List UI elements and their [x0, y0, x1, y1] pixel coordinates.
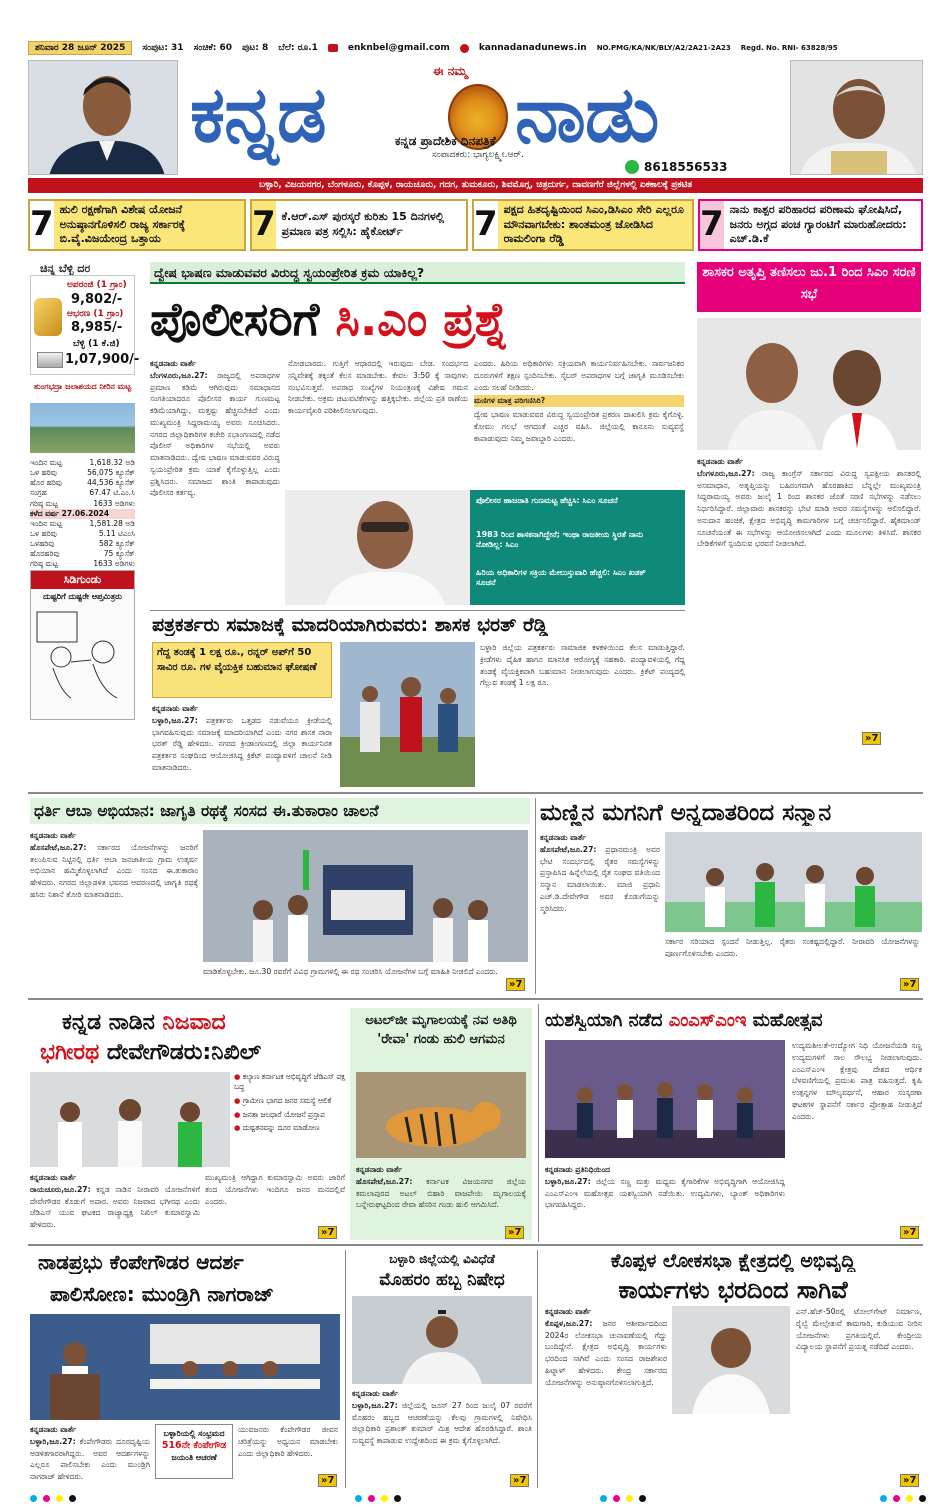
nikhil-headline-1[interactable]	[62, 1010, 352, 1035]
kempegowda-headline-1[interactable]: ನಾಡಪ್ರಭು ಕೆಂಪೇಗೌಡರ ಆದರ್ಶ	[38, 1250, 244, 1274]
koppal-body-2: ಎನ್.ಹೆಚ್-50ರಲ್ಲಿ ಟೋಲ್‌ಗೇಟ್ ನಿರ್ಮಾಣ, ರೈಲ್ವೆ ಮೇಲ್ಸೇತುವೆ ಕಾಮಗಾರಿ, ಕುಡಿಯುವ ನೀರಿನ ಯೋಜನೆಗಳು ಪ್ರಗತಿಯಲ್ಲಿವೆ. ಕೇಂದ್ರೀಯ ವಿದ್ಯಾಲಯ ಸ್ಥಾಪನೆಗೆ ಪ್ರಯತ್ನ ನಡೆದಿದೆ ಎಂದರು.	[796, 1307, 922, 1352]
globe-icon	[460, 44, 469, 53]
moharam-text: ಜಿಲ್ಲೆಯಲ್ಲಿ ಜೂನ್ 27 ರಿಂದ ಜುಲೈ 07 ರವರೆಗೆ ಮೊಹರಂ ಹಬ್ಬದ ಆಚರಣೆಯನ್ನು ಕೆಲವು ಗ್ರಾಮಗಳಲ್ಲಿ ನಿಷೇಧಿಸಿ ಜಿಲ್ಲಾಧಿಕಾರಿ ಪ್ರಶಾಂತ್ ಕುಮಾರ್ ಮಿಶ್ರ ಆದೇಶ ಹೊರಡಿಸಿದ್ದಾರೆ. ಶಾಂತಿ ಸುವ್ಯವಸ್ಥೆ ಕಾಪಾಡುವ ಉದ್ದೇಶದಿಂದ ಈ ಕ್ರಮ ಕೈಗೊಳ್ಳಲಾಗಿದೆ.	[352, 1400, 532, 1446]
postal-registration: NO.PMG/KA/NK/BLY/A2/2A21-2A23	[596, 44, 731, 52]
moharam-headline-text: ಮೊಹರಂ ಹಬ್ಬ ನಿಷೇಧ	[379, 1270, 505, 1290]
dam-row: ಒಳ ಹರಿವು 56,075 ಕ್ಯೂಸೆಕ್	[30, 468, 135, 478]
bharat-body-2: ಬಳ್ಳಾರಿ ಜಿಲ್ಲೆಯ ಪತ್ರಕರ್ತರು ಸಾಮಾಜಿಕ ಕಳಕಳಿಯಿಂದ ಕೆಲಸ ಮಾಡುತ್ತಿದ್ದಾರೆ. ಕ್ರೀಡೆಗಳು ದೈಹಿಕ ಹಾಗೂ ಮಾನಸಿಕ ಆರೋಗ್ಯಕ್ಕೆ ಸಹಕಾರಿ. ಪಂದ್ಯಾವಳಿಯಲ್ಲಿ ಗೆದ್ದ ತಂಡಕ್ಕೆ ವೈಯಕ್ತಿಕವಾಗಿ ಬಹುಮಾನ ನೀಡಲಾಗುವುದು ಎಂದರು. ಕ್ರಿಕೆಟ್ ಪಂದ್ಯದಲ್ಲಿ ಗೆಲ್ಲುವ ತಂಡಕ್ಕೆ 1 ಲಕ್ಷ ರೂ.	[480, 643, 685, 688]
teaser-1[interactable]	[28, 199, 246, 251]
pretitle: ಈ ನಮ್ಮ	[433, 64, 468, 78]
gold-icon	[34, 298, 62, 336]
lead-byline: ಕನ್ನಡನಾಡು ವಾರ್ತೆ	[150, 359, 197, 368]
koppal-headline-1[interactable]: ಕೊಪ್ಪಳ ಲೋಕಸಭಾ ಕ್ಷೇತ್ರದಲ್ಲಿ ಅಭಿವೃದ್ಧಿ	[610, 1250, 856, 1272]
volume: ಸಂಪುಟ: 31	[142, 43, 184, 53]
nikhil-headline-red: ನಿಜವಾದ	[162, 1010, 226, 1035]
lead-body-3: ಎಂದರು. ಹಿರಿಯ ಅಧಿಕಾರಿಗಳು ಸಕ್ರಿಯವಾಗಿ ಕಾರ್ಯನಿರ್ವಹಿಸಬೇಕು. ಸಾರ್ವಜನಿಕರ ದೂರುಗಳಿಗೆ ತಕ್ಷಣ ಸ್ಪಂದಿಸಬೇಕು. ಸೈಬರ್ ಅಪರಾಧಗಳ ಬಗ್ಗೆ ಜಾಗೃತಿ ಮೂಡಿಸಬೇಕು ಎಂದು ಸಲಹೆ ನೀಡಿದರು.	[474, 359, 684, 392]
silver-icon	[37, 352, 63, 368]
dharti-photo	[203, 830, 528, 962]
phone-number: 8618556533	[644, 160, 728, 174]
nikhil-photo	[30, 1072, 230, 1167]
lead-body-2: ನೋಡಬಾರದು. ಗುತ್ತಿಗೆ ಆಧಾರದಲ್ಲಿ ಇರುವುದು ಬೇಡ. ಸಂದರ್ಭದ ಸನ್ನಿವೇಶಕ್ಕೆ ತಕ್ಕಂತೆ ಕೆಲಸ ಮಾಡಬೇಕು. ಕೇವಲ 3:50 ಕ್ಕೆ ಸಾವುಗಳು ಸಂಭವಿಸುತ್ತವೆ. ಅಪರಾಧ ಸಂಖ್ಯೆಗಳ ನಿಯಂತ್ರಣಕ್ಕೆ ವಿಶೇಷ ಗಮನ ನೀಡಬೇಕು. ಅಕ್ರಮ ಚಟುವಟಿಕೆಗಳನ್ನು ಹತ್ತಿಕ್ಕಬೇಕು. ಜಿಲ್ಲೆಯ ಪ್ರತಿ ಠಾಣೆಯ ಕಾರ್ಯವೈಖರಿ ಪರಿಶೀಲಿಸಲಾಗುವುದು.	[288, 359, 468, 416]
cm-quote-3: ಹಿರಿಯ ಅಧಿಕಾರಿಗಳ ಸಕ್ರಿಯ ಮೇಲುಸ್ತುವಾರಿ ಹೆಚ್ಚಲಿ: ಸಿಎಂ ಖಡಕ್ ಸೂಚನೆ	[476, 568, 646, 588]
dam-photo	[30, 403, 135, 453]
lead-col-2	[288, 358, 468, 486]
koppal-body	[545, 1306, 667, 1486]
dam-row: ಗರಿಷ್ಠ ಮಟ್ಟ 1633 ಅಡಿಗಳು	[30, 498, 135, 508]
teaser-text: ಪಕ್ಷದ ಹಿತದೃಷ್ಟಿಯಿಂದ ಸಿಎಂ,ಡಿಸಿಎಂ ಸೇರಿ ಎಲ್ಲರೂ ಮೌನವಾಗಬೇಕು: ಶಾಂತಮಂತ್ರ ಜೋಡಿಸಿದ ರಾಮಲಿಂಗಾ ರೆಡ್ಡಿ	[503, 202, 684, 246]
continued-page-7-badge[interactable]: »7	[318, 1226, 337, 1239]
sanmana-body	[540, 832, 660, 992]
nikhil-headline-text: ದೇವೇಗೌಡರು:ನಿಖಿಲ್	[106, 1040, 262, 1065]
moharam-dateline: ಬಳ್ಳಾರಿ,ಜೂ.27:	[352, 1400, 398, 1410]
dharti-dateline: ಹೊಸಪೇಟೆ,ಜೂ.27:	[30, 842, 87, 852]
koppal-headline-2[interactable]: ಕಾರ್ಯಗಳು ಭರದಿಂದ ಸಾಗಿವೆ	[618, 1276, 848, 1304]
dam-row: ಇಂದಿನ ಮಟ್ಟ 1,618.32 ಅಡಿ	[30, 458, 135, 467]
kempegowda-text: ಕೆಂಪೇಗೌಡರು ದೂರದೃಷ್ಟಿಯ ಆಡಳಿತಗಾರರಾಗಿದ್ದರು. ಅವರ ಆದರ್ಶಗಳನ್ನು ಎಲ್ಲರೂ ಪಾಲಿಸಬೇಕು ಎಂದು ಮುಂಡ್ರಿಗಿ ನಾಗರಾಜ್ ಹೇಳಿದರು.	[30, 1436, 150, 1482]
koppal-mp-photo	[672, 1306, 790, 1414]
teaser-4[interactable]	[698, 199, 923, 251]
nikhil-headline-2[interactable]	[40, 1040, 350, 1065]
dam-row: ಒಳಹರಿವು 582 ಕ್ಯೂಸೆಕ್	[30, 539, 135, 548]
registration-dots-right	[880, 1495, 926, 1502]
msme-text: ಜಿಲ್ಲೆಯ ಸಣ್ಣ ಮತ್ತು ಮಧ್ಯಮ ಕೈಗಾರಿಕೆಗಳ ಅಭಿವೃದ್ಧಿಗಾಗಿ ಆಯೋಜಿಸಿದ್ದ ಎಂಎಸ್ಎಂಇ ಮಹೋತ್ಸವ ಯಶಸ್ವಿಯಾಗಿ ನಡೆಯಿತು. ಉದ್ಯಮಿಗಳು, ಬ್ಯಾಂಕ್ ಅಧಿಕಾರಿಗಳು ಭಾಗವಹಿಸಿದ್ದರು.	[545, 1176, 785, 1210]
sanmana-headline[interactable]: ಮಣ್ಣಿನ ಮಗನಿಗೆ ಅನ್ನದಾತರಿಂದ ಸನ್ಮಾನ	[540, 800, 832, 826]
silver-value: 1,07,900/-	[65, 352, 140, 367]
lead-dateline: ಬೆಂಗಳೂರು,ಜೂ.27:	[150, 370, 208, 380]
right-top-byline: ಕನ್ನಡನಾಡು ವಾರ್ತೆ	[697, 457, 744, 466]
msme-headline-text: ಯಶಸ್ವಿಯಾಗಿ ನಡೆದ	[545, 1010, 663, 1031]
continued-page-7-badge[interactable]: »7	[505, 1226, 524, 1239]
koppal-byline: ಕನ್ನಡನಾಡು ವಾರ್ತೆ	[545, 1307, 592, 1316]
price: ಬೆಲೆ: ರೂ.1	[278, 43, 318, 53]
kempegowda-byline: ಕನ್ನಡನಾಡು ವಾರ್ತೆ	[30, 1425, 77, 1434]
right-top-body	[697, 456, 921, 746]
msme-photo	[545, 1040, 785, 1158]
kempegowda-headline-2[interactable]: ಪಾಲಿಸೋಣ: ಮುಂಡ್ರಿಗಿ ನಾಗರಾಜ್	[50, 1282, 274, 1306]
tiger-byline: ಕನ್ನಡನಾಡು ವಾರ್ತೆ	[356, 1165, 403, 1174]
continued-page-7-badge[interactable]: »7	[900, 978, 919, 991]
registration-dots-center-right	[600, 1495, 646, 1502]
msme-dateline: ಬಳ್ಳಾರಿ,ಜೂ.27:	[545, 1176, 591, 1186]
moharam-photo	[352, 1296, 532, 1384]
whatsapp-icon	[625, 160, 639, 174]
teaser-3[interactable]	[472, 199, 694, 251]
dam-row: ಇಂದಿನ ಮಟ್ಟ 1,581.28 ಅಡಿ	[30, 518, 135, 528]
politician-photo-left	[28, 60, 178, 175]
dam-row: ಹೊರ ಹರಿವು 44,536 ಕ್ಯೂಸೆಕ್	[30, 478, 135, 488]
tiger-dateline: ಹೊಸಪೇಟೆ,ಜೂ.27:	[356, 1176, 413, 1186]
sanmana-body-2: ಸರ್ಕಾರ ಸರಿಯಾದ ಸ್ಪಂದನೆ ನೀಡುತ್ತಿಲ್ಲ. ರೈತರು ಸಂಕಷ್ಟದಲ್ಲಿದ್ದಾರೆ. ನೀರಾವರಿ ಯೋಜನೆಗಳನ್ನು ಪೂರ್ಣಗೊಳಿಸಬೇಕು ಎಂದರು.	[665, 937, 920, 958]
email[interactable]: enknbel@gmail.com	[347, 43, 450, 53]
bullet-item: ● ದುಷ್ಟತನವನ್ನು ದೂರ ಮಾಡೋಣ	[234, 1123, 320, 1133]
lead-body-3b: ದ್ವೇಷ ಭಾಷಣ ಮಾಡುವವರ ವಿರುದ್ಧ ಸ್ವಯಂಪ್ರೇರಿತ ಪ್ರಕರಣ ದಾಖಲಿಸಿ ಕ್ರಮ ಕೈಗೊಳ್ಳಿ. ಕೋಮು ಗಲಭೆ ಆಗದಂತೆ ಎಚ್ಚರ ವಹಿಸಿ. ಜಿಲ್ಲೆಯಲ್ಲಿ ಕಾನೂನು ಸುವ್ಯವಸ್ಥೆ ಕಾಪಾಡುವುದು ನಿಮ್ಮ ಜವಾಬ್ದಾರಿ ಎಂದರು.	[474, 410, 684, 443]
koppal-text: ಜನರ ಆಶೀರ್ವಾದದಿಂದ 2024ರ ಲೋಕಸಭಾ ಚುನಾವಣೆಯಲ್ಲಿ ಗೆದ್ದು ಬಂದಿದ್ದೇನೆ. ಕ್ಷೇತ್ರದ ಅಭಿವೃದ್ಧಿ ಕಾರ್ಯಗಳು ಭರದಿಂದ ಸಾಗಿವೆ ಎಂದು ಸಂಸದ ರಾಜಶೇಖರ ಹಿಟ್ನಾಳ್ ಹೇಳಿದರು. ಕೇಂದ್ರ ಸರ್ಕಾರದ ಯೋಜನೆಗಳನ್ನು ಅನುಷ್ಠಾನಗೊಳಿಸಲಾಗುತ್ತಿದೆ.	[545, 1318, 667, 1387]
gold22-value: 8,985/-	[71, 320, 123, 335]
gold-silver-box	[30, 275, 140, 375]
badge-line-3: ಜಯಂತಿ ಆಚರಣೆ	[171, 1453, 217, 1463]
rni-number: Regd. No. RNI- 63828/95	[740, 44, 838, 52]
nikhil-headline-text: ಕನ್ನಡ ನಾಡಿನ	[62, 1010, 155, 1035]
bharat-byline: ಕನ್ನಡನಾಡು ವಾರ್ತೆ	[152, 704, 199, 713]
msme-headline[interactable]	[545, 1010, 921, 1031]
cm-photo	[285, 490, 470, 605]
dharti-headline[interactable]: ಧರ್ತಿ ಆಬಾ ಅಭಿಯಾನ: ಜಾಗೃತಿ ರಥಕ್ಕೆ ಸಂಸದ ಈ.ತುಕಾರಾಂ ಚಾಲನೆ	[30, 798, 530, 824]
gold-silver-title: ಚಿನ್ನ ಬೆಳ್ಳಿ ದರ	[40, 262, 91, 275]
teaser-text: ಹುಲಿ ರಕ್ಷಣೆಗಾಗಿ ವಿಶೇಷ ಯೋಜನೆ ಅನುಷ್ಠಾನಗೊಳಿಸಲಿ ರಾಜ್ಯ ಸರ್ಕಾರಕ್ಕೆ ಬಿ.ವೈ.ವಿಜಯೇಂದ್ರ ಒತ್ತಾಯ	[59, 202, 186, 246]
msme-body	[545, 1164, 785, 1240]
koppal-dateline: ಕೊಪ್ಪಳ,ಜೂ.27:	[545, 1318, 593, 1328]
continued-page-7-badge[interactable]: »7	[900, 1226, 919, 1239]
msme-headline-red: ಎಂಎಸ್ಎಂಇ	[668, 1010, 747, 1031]
dam-row: ಒಳ ಹರಿವು 5.11 ಟಿಎಂಸಿ	[30, 528, 135, 538]
bharat-headline[interactable]: ಪತ್ರಕರ್ತರು ಸಮಾಜಕ್ಕೆ ಮಾದರಿಯಾಗಿರುವರು: ಶಾಸಕ ಭರತ್ ರೆಡ್ಡಿ	[152, 614, 548, 636]
nikhil-bullets	[234, 1072, 346, 1172]
teaser-text: ನಾನು ಕಾಶ್ಪರ ಪರಿಹಾರದ ಪರಿಣಾಮ ಘೋಷಿಸಿದೆ, ಜನರು ಅಗ್ಗದ ಪಂಚ ಗ್ಯಾರಂಟಿಗೆ ಮಾರುಹೋದರು: ಎಚ್.ಡಿ.ಕೆ	[729, 202, 907, 246]
dharti-body	[30, 830, 198, 990]
kempegowda-body-2: ಯುವಜನರು ಕೆಂಪೇಗೌಡರ ಜೀವನ ಚರಿತ್ರೆಯನ್ನು ಅಧ್ಯಯನ ಮಾಡಬೇಕು ಎಂದು ಜಿಲ್ಲಾಧಿಕಾರಿ ಹೇಳಿದರು.	[238, 1425, 338, 1458]
dam-last-year-label: ಕಳೆದ ವರ್ಷ 27.06.2024	[30, 509, 135, 519]
dam-stats	[30, 458, 135, 569]
right-top-text: ರಾಜ್ಯ ಕಾಂಗ್ರೆಸ್ ಸರ್ಕಾರದ ವಿರುದ್ಧ ಸ್ವಪಕ್ಷೀಯ ಶಾಸಕರಲ್ಲಿ ಅಸಮಾಧಾನ, ಅತೃಪ್ತಿಯನ್ನು ಬಹಿರಂಗವಾಗಿ ಹೊರಹಾಕಿದ ಬೆನ್ನಲ್ಲೇ ಮುಖ್ಯಮಂತ್ರಿ ಸಿದ್ದರಾಮಯ್ಯ ಅವರು ಜುಲೈ 1 ರಿಂದ ಶಾಸಕರ ಜೊತೆ ಸರಣಿ ಸಭೆಗಳನ್ನು ನಡೆಸಲು ನಿರ್ಧರಿಸಿದ್ದಾರೆ. ಜಿಲ್ಲಾವಾರು ಶಾಸಕರನ್ನು ಭೇಟಿ ಮಾಡಿ ಅವರ ಸಮಸ್ಯೆಗಳನ್ನು ಆಲಿಸಲಿದ್ದಾರೆ. ಅನುದಾನ ಹಂಚಿಕೆ, ಕ್ಷೇತ್ರದ ಅಭಿವೃದ್ಧಿ ಕಾಮಗಾರಿಗಳ ಬಗ್ಗೆ ಚರ್ಚಿಸಲಿದ್ದಾರೆ. ಹೈಕಮಾಂಡ್ ಸೂಚನೆಯಂತೆ ಈ ಸಭೆಗಳನ್ನು ಆಯೋಜಿಸಲಾಗಿದೆ ಎಂದು ಮೂಲಗಳು ತಿಳಿಸಿವೆ. ಶಾಸಕರ ಬೇಡಿಕೆಗಳಿಗೆ ಸ್ಪಂದಿಸುವ ಭರವಸೆ ನೀಡಲಾಗಿದೆ.	[697, 468, 921, 549]
nikhil-body-2: ಮುಖ್ಯಮಂತ್ರಿ ಆಗಿದ್ದಾಗ ಕುಮಾರಸ್ವಾಮಿ ಅವರು ಜಾರಿಗೆ ತಂದ ಯೋಜನೆಗಳು ಇಂದಿಗೂ ಜನರ ಮನದಲ್ಲಿವೆ ಎಂದರು.	[205, 1173, 345, 1206]
lead-headline-red: ಸಿ.ಎಂ ಪ್ರಶ್ನೆ	[335, 292, 508, 346]
editor-name: ಸಂಪಾದಕರು: ಭಾಗ್ಯಲಕ್ಷ್ಮೀ.ಆರ್.	[432, 150, 524, 160]
teaser-text: ಕೆ.ಆರ್.ಎಸ್ ಪುರಸ್ಕರೆ ಕುರಿತು 15 ದಿನಗಳಲ್ಲಿ ಪ್ರಮಾಣ ಪತ್ರ ಸಲ್ಲಿಸಿ: ಹೈಕೋರ್ಟ್	[281, 210, 445, 238]
silver-label: ಬೆಳ್ಳಿ (1 ಕೆ.ಜಿ)	[73, 339, 120, 349]
moharam-byline: ಕನ್ನಡನಾಡು ವಾರ್ತೆ	[352, 1389, 399, 1398]
sanmana-photo	[665, 832, 922, 932]
districts-bar: ಬಳ್ಳಾರಿ, ವಿಜಯನಗರ, ಬೆಂಗಳೂರು, ಕೊಪ್ಪಳ, ರಾಯಚೂರು, ಗದಗ, ತುಮಕೂರು, ಶಿವಮೊಗ್ಗ, ಚಿತ್ರದುರ್ಗ, ದಾವಣಗೆರೆ ಜಿಲ್ಲೆಗಳಲ್ಲಿ ಏಕಕಾಲಕ್ಕೆ ಪ್ರಕಟಿತ	[28, 178, 923, 193]
dharti-body-2: ಮಾಡಿಕೊಳ್ಳಬೇಕು. ಜೂ.30 ರವರೆಗೆ ವಿವಿಧ ಗ್ರಾಮಗಳಲ್ಲಿ ಈ ರಥ ಸಂಚರಿಸಿ ಯೋಜನೆಗಳ ಬಗ್ಗೆ ಮಾಹಿತಿ ನೀಡಲಿದೆ ಎಂದರು.	[203, 967, 498, 976]
cartoon-caption: ದುಷ್ಟರಿಗೆ ದುಷ್ಟರೇ ಆಪ್ತಮಿತ್ರರು	[43, 592, 122, 601]
tiger-body	[356, 1164, 526, 1236]
badge-line-2: 516ನೇ ಕೆಂಪೇಗೌಡ	[161, 1440, 227, 1452]
sanmana-byline: ಕನ್ನಡನಾಡು ವಾರ್ತೆ	[540, 833, 587, 842]
teaser-page-number: 7	[700, 201, 724, 249]
politician-photo-right	[790, 60, 923, 175]
continued-page-7-badge[interactable]: »7	[900, 1474, 919, 1487]
nikhil-body	[30, 1172, 200, 1240]
bharat-text: ಪತ್ರಕರ್ತರು ಒತ್ತಡದ ನಡುವೆಯೂ ಕ್ರೀಡೆಯಲ್ಲಿ ಭಾಗವಹಿಸುವುದು ಸಮಾಜಕ್ಕೆ ಮಾದರಿಯಾಗಿದೆ ಎಂದು ನಗರ ಶಾಸಕ ನಾರಾ ಭರತ್ ರೆಡ್ಡಿ ಹೇಳಿದರು. ನಗರದ ಕ್ರೀಡಾಂಗಣದಲ್ಲಿ ಜಿಲ್ಲಾ ಕಾರ್ಯನಿರತ ಪತ್ರಕರ್ತರ ಸಂಘದಿಂದ ಆಯೋಜಿಸಿದ್ದ ಕ್ರಿಕೆಟ್ ಪಂದ್ಯಾವಳಿಗೆ ಚಾಲನೆ ನೀಡಿ ಮಾತನಾಡಿದರು.	[152, 715, 332, 772]
nikhil-headline-red: ಭಗೀರಥ	[40, 1040, 100, 1065]
kempegowda-badge	[155, 1424, 233, 1479]
cricket-event-photo	[340, 642, 475, 787]
badge-line-1: ಬಳ್ಳಾರಿಯಲ್ಲಿ ಸಂಭ್ರಮದ	[163, 1429, 225, 1438]
lead-subhead: ಮಣಿಗಳ ಮಾತ್ರ ಪರಿಗಣಿಸಿರಿ?	[474, 395, 684, 407]
nikhil-byline: ಕನ್ನಡನಾಡು ವಾರ್ತೆ	[30, 1173, 77, 1182]
teaser-page-number: 7	[474, 201, 498, 249]
msme-headline-text: ಮಹೋತ್ಸವ	[752, 1010, 823, 1031]
cm-quote-1: ಪೊಲೀಸರ ಹಾಜರಾತಿ ಗುಣಮಟ್ಟ ಹೆಚ್ಚಿಸಿ: ಸಿಎಂ ಸೂಚನೆ	[476, 496, 618, 505]
lead-col-1	[150, 358, 280, 608]
dam-row: ಹೊರಹರಿವು 75 ಕ್ಯೂಸೆಕ್	[30, 549, 135, 559]
lead-body-1: ರಾಜ್ಯದಲ್ಲಿ ಅಪರಾಧಗಳ ಪ್ರಮಾಣ ಕಡಿಮೆ ಆಗಿರುವುದು ಸಮಾಧಾನದ ಸಂಗತಿಯಾದರೂ ಪೊಲೀಸರ ಕಾರ್ಯ ಗುಣಮಟ್ಟ ಕಡಿಮೆಯಾಗಿದ್ದು, ಮತ್ತಷ್ಟು ಹೆಚ್ಚಿಸಬೇಕಿದೆ ಎಂದು ಮುಖ್ಯಮಂತ್ರಿ ಸಿದ್ದರಾಮಯ್ಯ ಅವರು ಸೂಚಿಸಿದರು. ನಗರದ ಜಿಲ್ಲಾಧಿಕಾರಿಗಳ ಕಚೇರಿ ಸಭಾಂಗಣದಲ್ಲಿ ನಡೆದ ಪೊಲೀಸ್ ಅಧಿಕಾರಿಗಳ ಸಭೆಯಲ್ಲಿ ಅವರು ಮಾತನಾಡಿದರು. ದ್ವೇಷ ಭಾಷಣ ಮಾಡುವವರ ವಿರುದ್ಧ ಸ್ವಯಂಪ್ರೇರಿತ ಕ್ರಮ ಯಾಕೆ ಕೈಗೊಳ್ಳುತ್ತಿಲ್ಲ ಎಂದು ಪ್ರಶ್ನಿಸಿದರು. ಸಮಾಜದ ಶಾಂತಿ ಕಾಪಾಡುವುದು ಪೊಲೀಸರ ಕರ್ತವ್ಯ.	[150, 370, 280, 498]
tiger-photo	[356, 1072, 526, 1158]
bharat-body	[152, 703, 332, 788]
title-kannada: ಕನ್ನಡ	[190, 70, 326, 160]
nikhil-text: ಕನ್ನಡ ನಾಡಿನ ನೀರಾವರಿ ಯೋಜನೆಗಳಿಗೆ ದೇವೇಗೌಡರ ಕೊಡುಗೆ ಅಪಾರ. ಅವರು ನಿಜವಾದ ಭಗೀರಥ ಎಂದು ಜೆಡಿಎಸ್ ಯುವ ಘಟಕದ ರಾಜ್ಯಾಧ್ಯಕ್ಷ ನಿಖಿಲ್ ಕುಮಾರಸ್ವಾಮಿ ಹೇಳಿದರು.	[30, 1184, 200, 1230]
dharti-text: ಸರ್ಕಾರದ ಯೋಜನೆಗಳನ್ನು ಜನರಿಗೆ ತಲುಪಿಸುವ ನಿಟ್ಟಿನಲ್ಲಿ ಧರ್ತಿ ಆಬಾ ಜನಜಾತೀಯ ಗ್ರಾಮ ಉತ್ಕರ್ಷ ಅಭಿಯಾನ ಹಮ್ಮಿಕೊಳ್ಳಲಾಗಿದೆ ಎಂದು ಸಂಸದ ಈ.ತುಕಾರಾಂ ಹೇಳಿದರು. ನಗರದ ಜಿಲ್ಲಾಡಳಿತ ಭವನದ ಆವರಣದಲ್ಲಿ ಜಾಗೃತಿ ರಥಕ್ಕೆ ಹಸಿರು ನಿಶಾನೆ ತೋರಿ ಮಾತನಾಡಿದರು.	[30, 842, 198, 899]
issue-date: ಶನಿವಾರ 28 ಜೂನ್ 2025	[28, 41, 132, 55]
gold24-value: 9,802/-	[71, 292, 123, 307]
issue-number: ಸಂಚಿಕೆ: 60	[193, 43, 233, 53]
moharam-body	[352, 1388, 532, 1484]
continued-page-7-badge[interactable]: »7	[318, 1474, 337, 1487]
moharam-headline-1[interactable]: ಬಳ್ಳಾರಿ ಜಿಲ್ಲೆಯಲ್ಲಿ ವಿವಿಧೆಡೆ	[389, 1252, 495, 1266]
dharti-byline: ಕನ್ನಡನಾಡು ವಾರ್ತೆ	[30, 831, 77, 840]
sanmana-dateline: ಹೊಸಪೇಟೆ,ಜೂ.27:	[540, 844, 597, 854]
sanmana-text: ಪ್ರಧಾನಮಂತ್ರಿ ಅವರ ಭೇಟಿ ಸಂದರ್ಭದಲ್ಲಿ ರೈತರ ಸಮಸ್ಯೆಗಳನ್ನು ಪ್ರಸ್ತಾಪಿಸಿದ ಹಿನ್ನೆಲೆಯಲ್ಲಿ ರೈತ ಸಂಘದ ವತಿಯಿಂದ ಸನ್ಮಾನ ಮಾಡಲಾಯಿತು. ಮಾಜಿ ಪ್ರಧಾನಿ ಎಚ್.ಡಿ.ದೇವೇಗೌಡ ಅವರ ಕೊಡುಗೆಯನ್ನು ಸ್ಮರಿಸಿದರು.	[540, 844, 660, 913]
kempegowda-photo	[30, 1314, 340, 1420]
page-count: ಪುಟ: 8	[242, 43, 269, 53]
dam-title: ತುಂಗಭದ್ರಾ ಜಲಾಶಯದ ನೀರಿನ ಮಟ್ಟ	[33, 382, 132, 391]
title-naadu: ನಾಡು	[515, 70, 659, 160]
right-top-dateline: ಬೆಂಗಳೂರು,ಜೂ.27:	[697, 468, 755, 478]
msme-body-2: ಉದ್ಯಮಶೀಲತೆ-ಉದ್ಯೋಗ ನಿಧಿ ಯೋಜನೆಯಡಿ ಸಣ್ಣ ಉದ್ಯಮಗಳಿಗೆ ಸಾಲ ಸೌಲಭ್ಯ ನೀಡಲಾಗುವುದು. ಎಂಎಸ್ಎಂಇ ಕ್ಷೇತ್ರವು ದೇಶದ ಆರ್ಥಿಕ ಬೆಳವಣಿಗೆಯಲ್ಲಿ ಪ್ರಮುಖ ಪಾತ್ರ ವಹಿಸುತ್ತದೆ. ಕೃಷಿ ಉತ್ಪನ್ನಗಳ ಮೌಲ್ಯವರ್ಧನೆ, ಆಹಾರ ಸಂಸ್ಕರಣಾ ಘಟಕಗಳ ಸ್ಥಾಪನೆಗೆ ಸರ್ಕಾರ ಪ್ರೋತ್ಸಾಹ ನೀಡುತ್ತಿದೆ ಎಂದರು.	[792, 1041, 922, 1121]
cm-quote-2: 1983 ರಿಂದ ಶಾಸಕನಾಗಿದ್ದೇನೆ; ಇಂಥಾ ರಾಜಕೀಯ ಸ್ಥಿರತೆ ನಾನು ನೋಡಿಲ್ಲ: ಸಿಎಂ	[476, 530, 643, 550]
kempegowda-dateline: ಬಳ್ಳಾರಿ,ಜೂ.27:	[30, 1436, 76, 1446]
teaser-page-number: 7	[30, 201, 54, 249]
kempegowda-body	[30, 1424, 150, 1486]
bharat-prize-box: ಗೆದ್ದ ತಂಡಕ್ಕೆ 1 ಲಕ್ಷ ರೂ., ರನ್ನರ್ ಅಪ್‌ಗೆ 50 ಸಾವಿರ ರೂ. ಗಳ ವೈಯಕ್ತಿಕ ಬಹುಮಾನ ಘೋಷಣೆ	[152, 642, 332, 698]
tiger-text: ಕರ್ನಾಟಕ ವಿಜಯನಗರ ಜಿಲ್ಲೆಯ ಕಮಲಾಪುರದ ಅಟಲ್ ಬಿಹಾರಿ ವಾಜಪೇಯಿ ಮೃಗಾಲಯಕ್ಕೆ ಬನ್ನೇರುಘಟ್ಟದಿಂದ ರೇವಾ ಹೆಸರಿನ ಗಂಡು ಹುಲಿ ಆಗಮಿಸಿದೆ.	[356, 1176, 526, 1210]
tagline: ಕನ್ನಡ ಪ್ರಾದೇಶಿಕ ದಿನಪತ್ರಿಕೆ	[395, 134, 496, 148]
bharat-dateline: ಬಳ್ಳಾರಿ,ಜೂ.27:	[152, 715, 198, 725]
bullet-item: ● ಕಲ್ಯಾಣ ಕರ್ನಾಟಕ ಅಭಿವೃದ್ಧಿಗೆ ಜೆಡಿಎಸ್ ಪಕ್ಷ ಬದ್ಧ	[234, 1072, 346, 1091]
whatsapp-number[interactable]	[625, 160, 728, 174]
lead-kicker: ದ್ವೇಷ ಭಾಷಣ ಮಾಡುವವರ ವಿರುದ್ಧ ಸ್ವಯಂಪ್ರೇರಿತ ಕ್ರಮ ಯಾಕಿಲ್ಲ?	[150, 262, 685, 284]
continued-page-7-badge[interactable]: »7	[862, 732, 881, 745]
website[interactable]: kannadanadunews.in	[478, 43, 587, 53]
dam-row: ಸಂಗ್ರಹ 67.47 ಟಿ.ಎಂ.ಸಿ	[30, 488, 135, 498]
right-top-headline[interactable]: ಶಾಸಕರ ಅತೃಪ್ತಿ ತಣಿಸಲು ಜು.1 ರಿಂದ ಸಿಎಂ ಸರಣಿ ಸಭೆ	[697, 262, 921, 312]
continued-page-7-badge[interactable]: »7	[510, 1474, 529, 1487]
moharam-headline-2[interactable]	[352, 1270, 532, 1290]
top-strip	[28, 40, 923, 56]
cm-quotes-panel	[470, 490, 685, 605]
mail-icon	[328, 44, 338, 52]
nikhil-dateline: ರಾಯಚೂರು,ಜೂ.27:	[30, 1184, 91, 1194]
bullet-item: ● ಗ್ರಾಮೀಣ ಭಾಗದ ಜನರ ಸಮಸ್ಯೆ ಆಲಿಕೆ	[234, 1095, 332, 1105]
cartoon-box	[30, 570, 135, 720]
msme-byline: ಕನ್ನಡನಾಡು ಪ್ರತಿನಿಧಿಯಿಂದ	[545, 1165, 611, 1174]
lead-headline-black: ಪೊಲೀಸರಿಗೆ	[150, 292, 320, 346]
teaser-2[interactable]	[250, 199, 468, 251]
gold22-label: ಆಭರಣ (1 ಗ್ರಾಂ)	[67, 309, 124, 319]
gold24-label: ಅಪರಂಜಿ (1 ಗ್ರಾಂ)	[67, 280, 127, 290]
cartoon-illustration	[31, 602, 134, 702]
bullet-item: ● ಜನತಾ ಜಲಧಾರೆ ಯೋಜನೆ ಪ್ರಸ್ತಾಪ	[234, 1109, 325, 1119]
tiger-headline[interactable]: ಅಟಲ್‌ಜೀ ಮೃಗಾಲಯಕ್ಕೆ ನವ ಅತಿಥಿ 'ರೇವಾ' ಗಂಡು ಹುಲಿ ಆಗಮನ	[365, 1013, 517, 1047]
dam-row: ಗರಿಷ್ಠ ಮಟ್ಟ 1633 ಅಡಿಗಳು	[30, 559, 135, 569]
cm-dcm-photo	[697, 318, 921, 450]
registration-dots-left	[30, 1495, 76, 1502]
lead-headline[interactable]	[150, 290, 685, 348]
teaser-page-number: 7	[252, 201, 276, 249]
cartoon-title: ಸಿಡಿಗುಂಡು	[31, 571, 134, 589]
continued-page-7-badge[interactable]: »7	[506, 978, 525, 991]
registration-dots-center-left	[355, 1495, 401, 1502]
